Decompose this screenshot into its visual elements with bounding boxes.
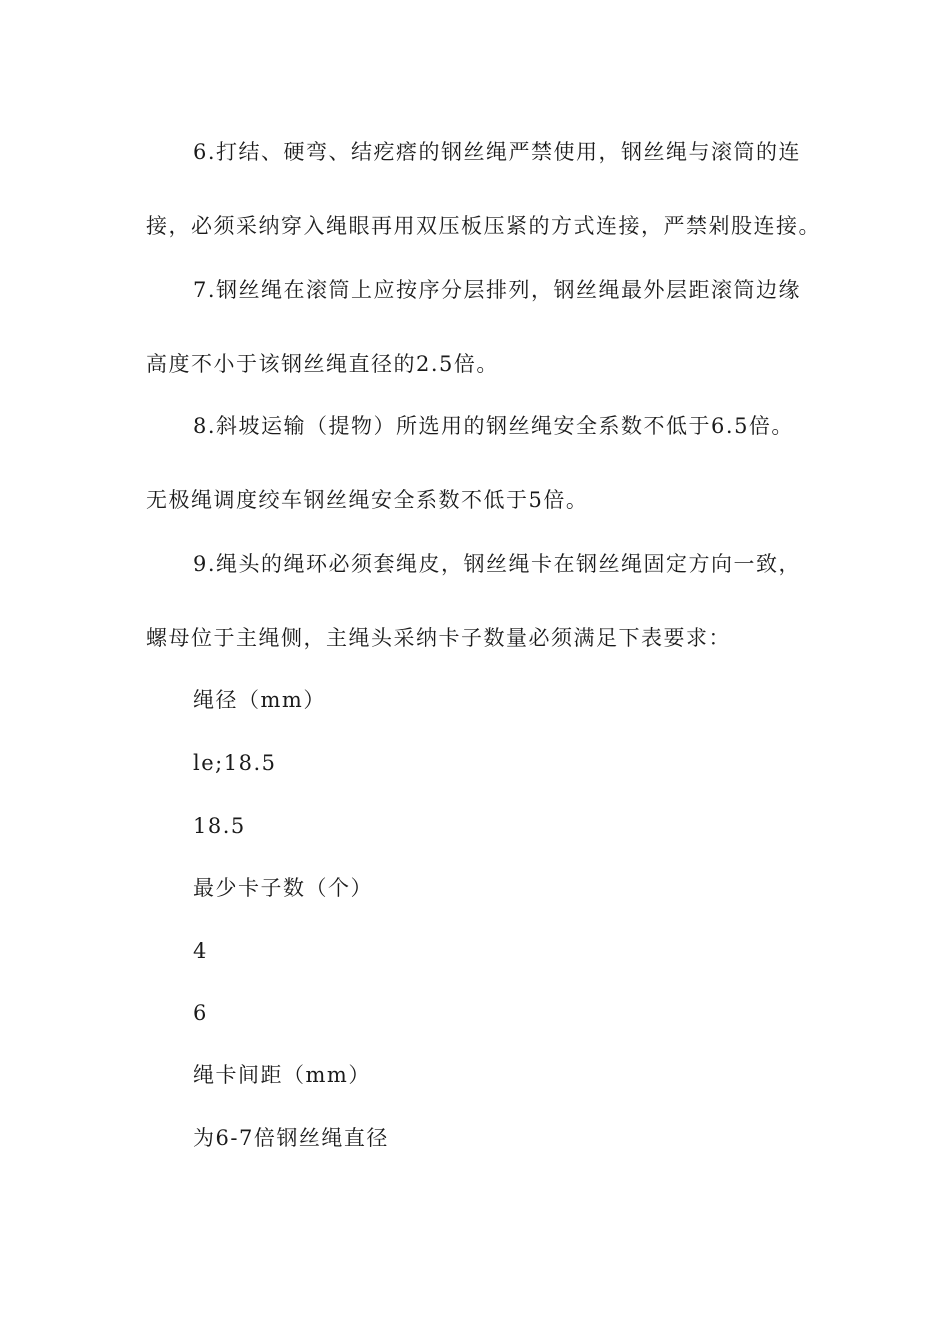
paragraph-7-line-2: 高度不小于该钢丝绳直径的2.5倍。 — [146, 352, 499, 376]
paragraph-9-line-1: 9.绳头的绳环必须套绳皮，钢丝绳卡在钢丝绳固定方向一致， — [193, 552, 802, 576]
paragraph-9-line-2: 螺母位于主绳侧，主绳头采纳卡子数量必须满足下表要求： — [146, 626, 731, 650]
table-item-6: 6 — [193, 1001, 208, 1025]
table-item-rope-diameter-header: 绳径（mm） — [193, 688, 326, 712]
table-item-18-5: 18.5 — [193, 814, 246, 838]
table-item-clip-spacing-header: 绳卡间距（mm） — [193, 1063, 371, 1087]
table-item-le-18-5: le;18.5 — [193, 751, 277, 775]
paragraph-8-line-2: 无极绳调度绞车钢丝绳安全系数不低于5倍。 — [146, 488, 589, 512]
paragraph-6-line-2: 接，必须采纳穿入绳眼再用双压板压紧的方式连接，严禁剁股连接。 — [146, 214, 821, 238]
paragraph-7-line-1: 7.钢丝绳在滚筒上应按序分层排列，钢丝绳最外层距滚筒边缘 — [193, 278, 802, 302]
table-item-min-clips-header: 最少卡子数（个） — [193, 876, 373, 900]
table-item-clip-spacing-value: 为6-7倍钢丝绳直径 — [193, 1126, 389, 1150]
paragraph-8-line-1: 8.斜坡运输（提物）所选用的钢丝绳安全系数不低于6.5倍。 — [193, 414, 794, 438]
table-item-4: 4 — [193, 939, 208, 963]
paragraph-6-line-1: 6.打结、硬弯、结疙瘩的钢丝绳严禁使用，钢丝绳与滚筒的连 — [193, 140, 802, 164]
